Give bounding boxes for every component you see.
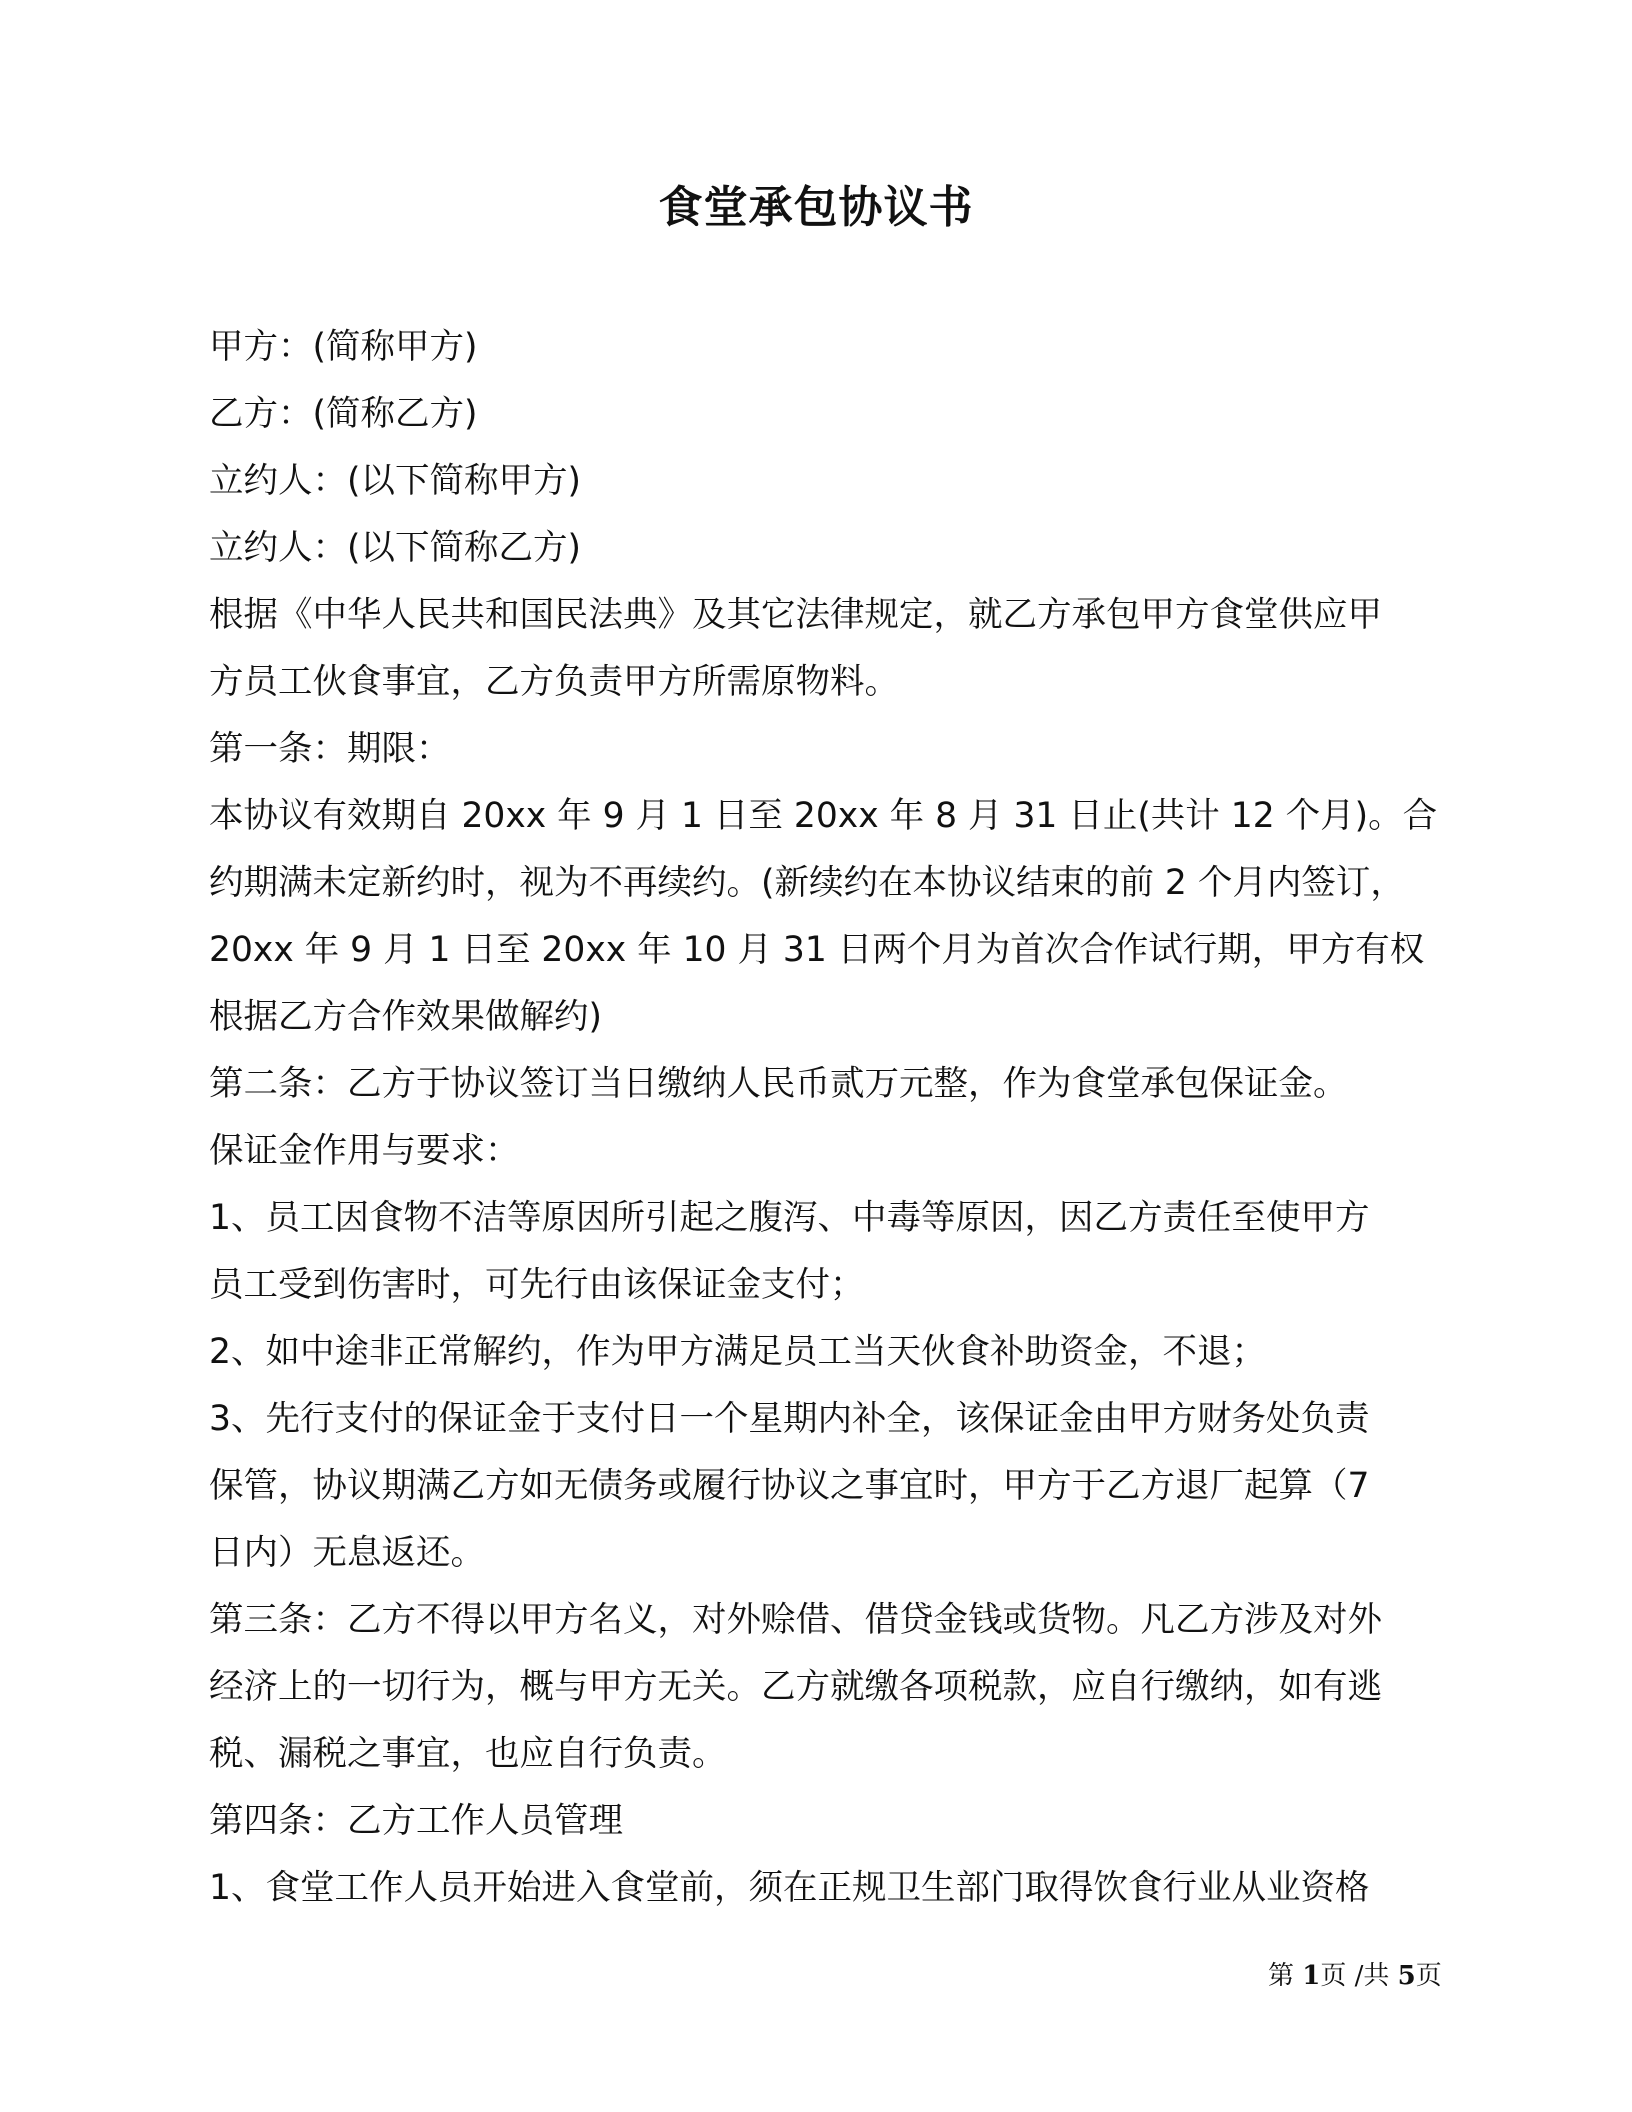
document-title: 食堂承包协议书 [658, 182, 974, 233]
party-b-line: 乙方：(简称乙方) [209, 394, 478, 434]
article-heading: 第二条：乙方于协议签订当日缴纳人民币贰万元整，作为食堂承包保证金。 [209, 1064, 1348, 1104]
page-label-suffix: 页 [1415, 1961, 1442, 1991]
article-heading: 第四条：乙方工作人员管理 [209, 1801, 623, 1841]
paragraph-line: 约期满未定新约时，视为不再续约。(新续约在本协议结束的前 2 个月内签订， [209, 863, 1405, 903]
contractor-b-line: 立约人：(以下简称乙方) [209, 528, 581, 568]
document-body [209, 314, 1469, 1922]
list-item-line: 2、如中途非正常解约，作为甲方满足员工当天伙食补助资金，不退； [209, 1332, 1266, 1372]
list-item-line: 1、员工因食物不洁等原因所引起之腹泻、中毒等原因，因乙方责任至使甲方 [209, 1198, 1370, 1238]
preamble-line: 方员工伙食事宜，乙方负责甲方所需原物料。 [209, 662, 899, 702]
list-item-line: 日内）无息返还。 [209, 1533, 485, 1573]
current-page-number: 1 [1302, 1961, 1321, 1991]
party-a-line: 甲方：(简称甲方) [209, 327, 478, 367]
paragraph-line: 经济上的一切行为，概与甲方无关。乙方就缴各项税款，应自行缴纳，如有逃 [209, 1667, 1382, 1707]
paragraph-line: 税、漏税之事宜，也应自行负责。 [209, 1734, 727, 1774]
total-page-count: 5 [1397, 1961, 1416, 1991]
paragraph-line: 本协议有效期自 20xx 年 9 月 1 日至 20xx 年 8 月 31 日止(共计 12 个月)。合 [209, 796, 1438, 836]
paragraph-line: 根据乙方合作效果做解约) [209, 997, 602, 1037]
list-item-line: 3、先行支付的保证金于支付日一个星期内补全，该保证金由甲方财务处负责 [209, 1399, 1370, 1439]
list-item-line: 1、食堂工作人员开始进入食堂前，须在正规卫生部门取得饮食行业从业资格 [209, 1868, 1370, 1908]
page-label-middle: 页 /共 [1320, 1961, 1398, 1991]
page-label-prefix: 第 [1268, 1961, 1303, 1991]
list-item-line: 保管，协议期满乙方如无债务或履行协议之事宜时，甲方于乙方退厂起算（7 [209, 1466, 1370, 1506]
article-heading: 第三条：乙方不得以甲方名义，对外赊借、借贷金钱或货物。凡乙方涉及对外 [209, 1600, 1382, 1640]
contractor-a-line: 立约人：(以下简称甲方) [209, 461, 581, 501]
section-heading: 保证金作用与要求： [209, 1131, 520, 1171]
preamble-line: 根据《中华人民共和国民法典》及其它法律规定，就乙方承包甲方食堂供应甲 [209, 595, 1382, 635]
list-item-line: 员工受到伤害时，可先行由该保证金支付； [209, 1265, 865, 1305]
paragraph-line: 20xx 年 9 月 1 日至 20xx 年 10 月 31 日两个月为首次合作试行期，甲方有权 [209, 930, 1425, 970]
page-footer [1268, 1959, 1442, 1993]
article-heading: 第一条：期限： [209, 729, 451, 769]
